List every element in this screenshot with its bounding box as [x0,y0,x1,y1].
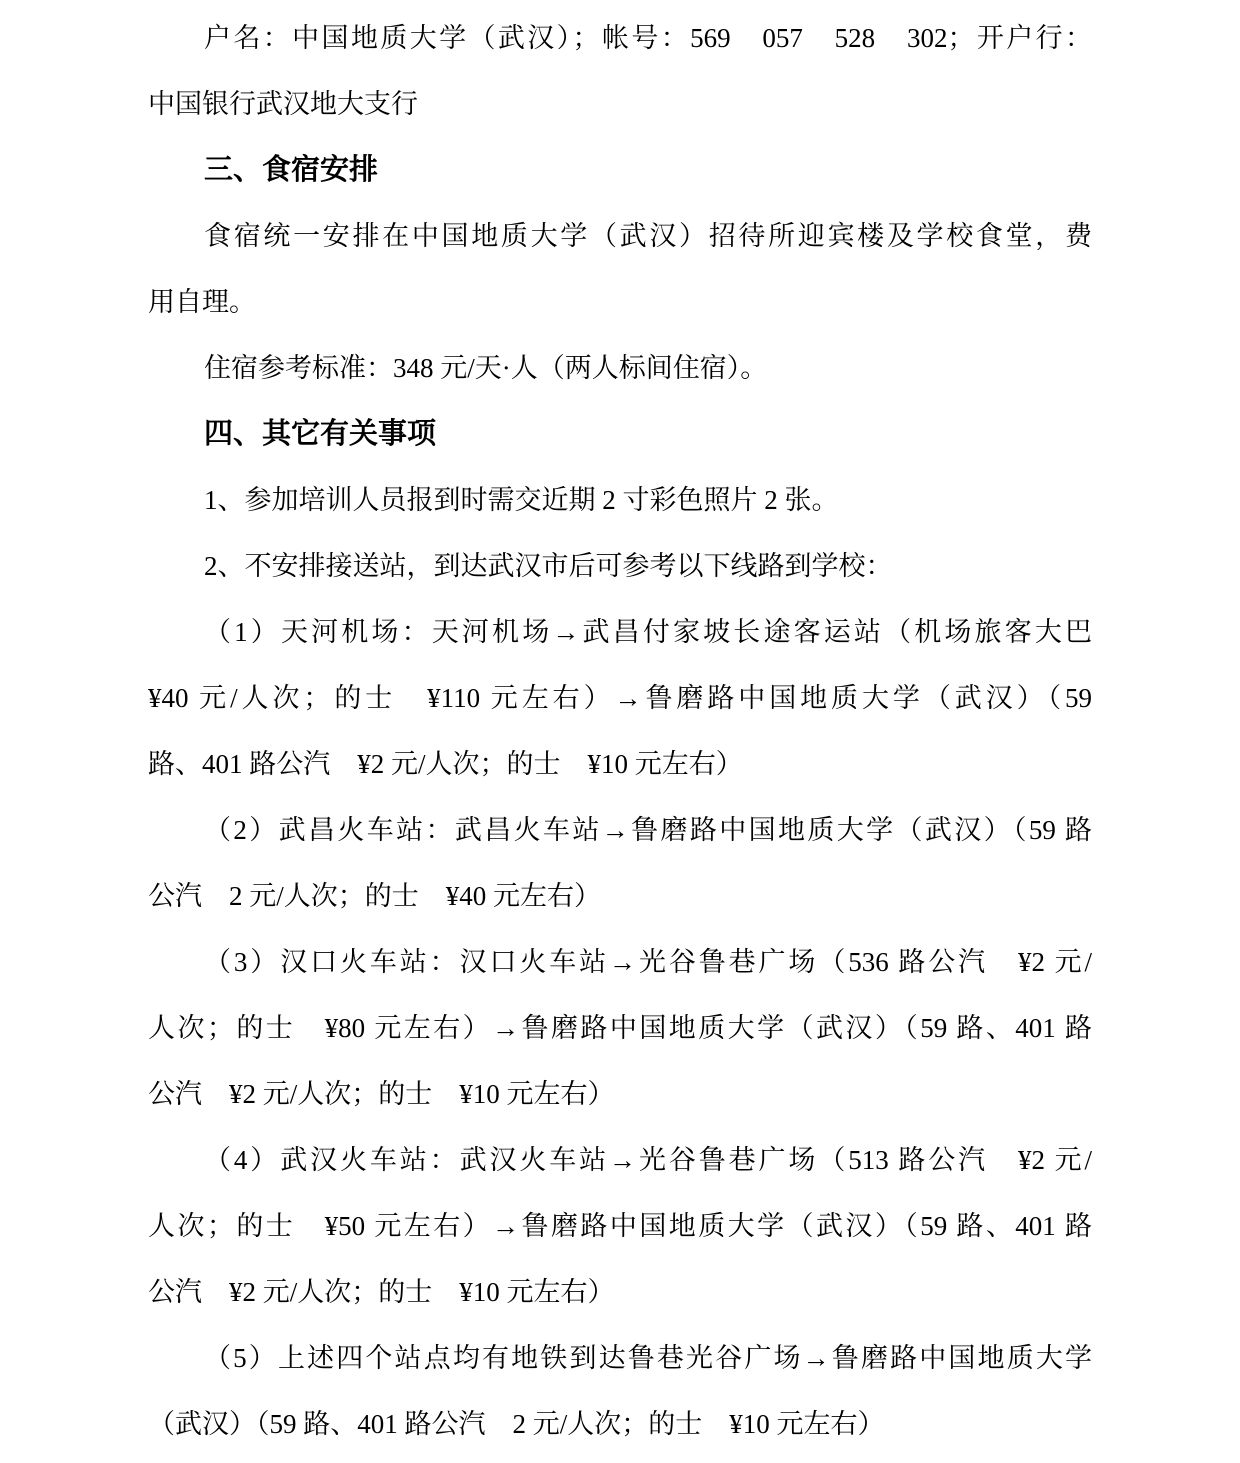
route4-wuhan-line2: 人次；的士 ¥50 元左右）→鲁磨路中国地质大学（武汉）（59 路、401 路 [148,1211,1092,1241]
route4-wuhan-line3: 公汽 ¥2 元/人次；的士 ¥10 元左右） [148,1277,615,1307]
route1-airport-line1: （1）天河机场：天河机场→武昌付家坡长途客运站（机场旅客大巴 [204,617,1092,647]
account-holder-line: 户名：中国地质大学（武汉）；帐号：569 057 528 302；开户行： [204,23,1092,53]
route3-hankou-line2: 人次；的士 ¥80 元左右）→鲁磨路中国地质大学（武汉）（59 路、401 路 [148,1013,1092,1043]
board-lodging-line2: 用自理。 [148,287,256,317]
bank-branch-line: 中国银行武汉地大支行 [148,89,418,119]
note2-routes-intro-line: 2、不安排接送站，到达武汉市后可参考以下线路到学校： [204,551,893,581]
lodging-rate-line: 住宿参考标准：348 元/天·人（两人标间住宿）。 [204,353,768,383]
note1-photo-line: 1、参加培训人员报到时需交近期 2 寸彩色照片 2 张。 [204,485,839,515]
route1-airport-line2: ¥40 元/人次；的士 ¥110 元左右）→鲁磨路中国地质大学（武汉）（59 [148,683,1092,713]
route5-metro-line1: （5）上述四个站点均有地铁到达鲁巷光谷广场→鲁磨路中国地质大学 [204,1343,1092,1373]
route1-airport-line3: 路、401 路公汽 ¥2 元/人次；的士 ¥10 元左右） [148,749,743,779]
section3-heading: 三、食宿安排 [204,154,379,186]
route4-wuhan-line1: （4）武汉火车站：武汉火车站→光谷鲁巷广场（513 路公汽 ¥2 元/ [204,1145,1092,1175]
route3-hankou-line1: （3）汉口火车站：汉口火车站→光谷鲁巷广场（536 路公汽 ¥2 元/ [204,947,1092,977]
board-lodging-line1: 食宿统一安排在中国地质大学（武汉）招待所迎宾楼及学校食堂，费 [204,221,1092,251]
route2-wuchang-line1: （2）武昌火车站：武昌火车站→鲁磨路中国地质大学（武汉）（59 路 [204,815,1092,845]
route3-hankou-line3: 公汽 ¥2 元/人次；的士 ¥10 元左右） [148,1079,615,1109]
section4-heading: 四、其它有关事项 [204,418,437,450]
route2-wuchang-line2: 公汽 2 元/人次；的士 ¥40 元左右） [148,881,602,911]
route5-metro-line2: （武汉）（59 路、401 路公汽 2 元/人次；的士 ¥10 元左右） [148,1409,885,1439]
document-content [148,5,1092,1457]
